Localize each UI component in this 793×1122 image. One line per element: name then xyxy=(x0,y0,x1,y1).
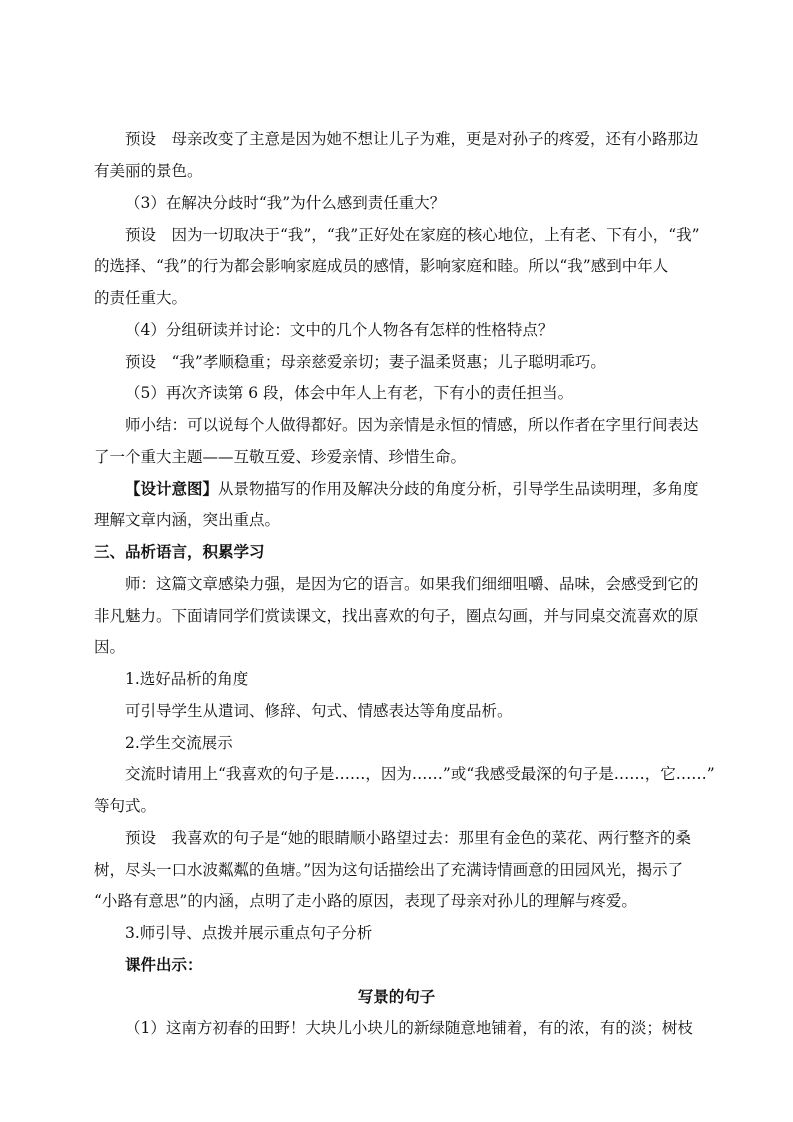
paragraph-line: “小路有意思”的内涵，点明了走小路的原因，表现了母亲对孙儿的理解与疼爱。 xyxy=(94,892,637,910)
paragraph-line: 预设 因为一切取决于“我”，“我”正好处在家庭的核心地位，上有老、下有小，“我” xyxy=(125,226,700,244)
centered-heading: 写景的句子 xyxy=(357,987,436,1006)
paragraph-line xyxy=(125,479,699,499)
paragraph-line: 了一个重大主题——互敬互爱、珍爱亲情、珍惜生命。 xyxy=(94,448,467,466)
paragraph-line: 可引导学生从遣词、修辞、句式、情感表达等角度品析。 xyxy=(125,702,513,720)
paragraph-line: 预设 母亲改变了主意是因为她不想让儿子为难，更是对孙子的疼爱，还有小路那边 xyxy=(125,130,699,148)
paragraph-line: （3）在解决分歧时“我”为什么感到责任重大？ xyxy=(125,194,446,212)
paragraph-line: 预设 我喜欢的句子是“她的眼睛顺小路望过去：那里有金色的菜花、两行整齐的桑 xyxy=(125,829,691,847)
courseware-label: 课件出示： xyxy=(125,955,203,974)
paragraph-line: 师小结：可以说每个人做得都好。因为亲情是永恒的情感，所以作者在字里行间表达 xyxy=(125,416,699,434)
paragraph-line: （4）分组研读并讨论：文中的几个人物各有怎样的性格特点？ xyxy=(125,321,554,339)
subheading-line: 2.学生交流展示 xyxy=(125,734,233,752)
paragraph-line: 的责任重大。 xyxy=(94,289,188,307)
paragraph-line: 树，尽头一口水波粼粼的鱼塘。”因为这句话描绘出了充满诗情画意的田园风光，揭示了 xyxy=(94,861,684,879)
paragraph-line: 预设 “我”孝顺稳重；母亲慈爱亲切；妻子温柔贤惠；儿子聪明乖巧。 xyxy=(125,353,606,371)
design-intent-text: 从景物描写的作用及解决分歧的角度分析，引导学生品读明理，多角度 xyxy=(218,480,699,498)
paragraph-line: 等句式。 xyxy=(94,797,157,815)
section-heading: 三、品析语言，积累学习 xyxy=(94,542,265,561)
paragraph-line: （1）这南方初春的田野！大块儿小块儿的新绿随意地铺着，有的浓，有的淡；树枝 xyxy=(125,1019,693,1037)
paragraph-line: 交流时请用上“我喜欢的句子是……，因为……”或“我感受最深的句子是……，它……” xyxy=(125,765,715,783)
paragraph-line: 因。 xyxy=(94,638,126,656)
paragraph-line: （5）再次齐读第 6 段，体会中年人上有老，下有小的责任担当。 xyxy=(125,384,574,402)
paragraph-line: 的选择、“我”的行为都会影响家庭成员的感情，影响家庭和睦。所以“我”感到中年人 xyxy=(94,257,669,275)
design-intent-label: 【设计意图】 xyxy=(125,479,219,498)
paragraph-line: 理解文章内涵，突出重点。 xyxy=(94,511,281,529)
subheading-line: 1.选好品析的角度 xyxy=(125,670,249,688)
paragraph-line: 非凡魅力。下面请同学们赏读课文，找出喜欢的句子，圈点勾画，并与同桌交流喜欢的原 xyxy=(94,607,699,625)
paragraph-line: 有美丽的景色。 xyxy=(94,162,203,180)
paragraph-line: 师：这篇文章感染力强，是因为它的语言。如果我们细细咀嚼、品味，会感受到它的 xyxy=(125,575,699,593)
subheading-line: 3.师引导、点拨并展示重点句子分析 xyxy=(125,924,373,942)
